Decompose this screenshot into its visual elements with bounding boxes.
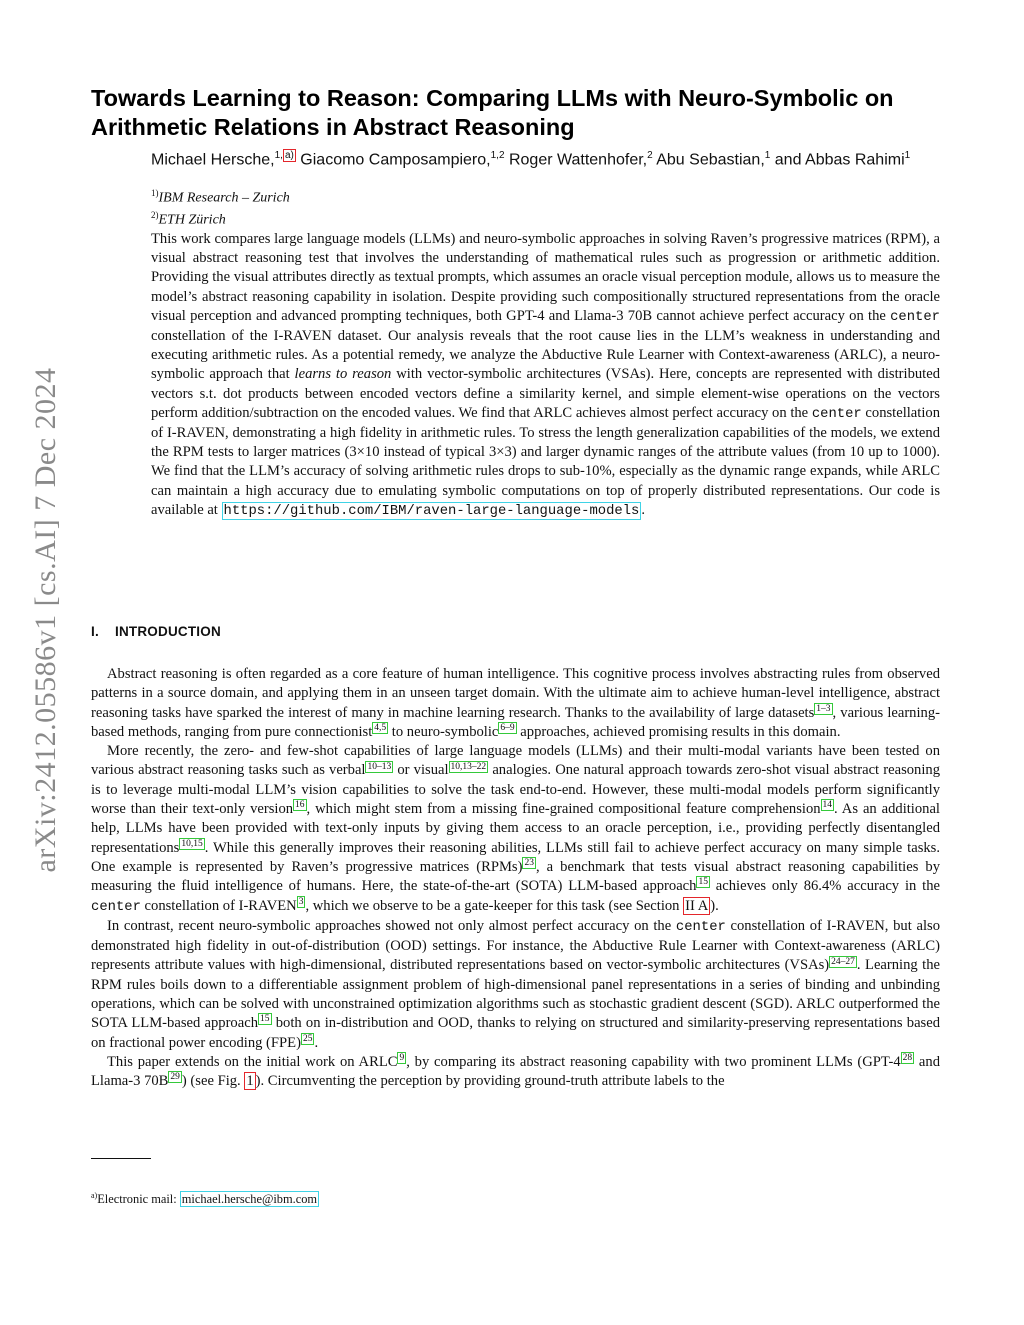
- section-title: INTRODUCTION: [115, 624, 221, 639]
- author-list: [151, 146, 941, 169]
- citation-link[interactable]: 3: [298, 896, 304, 907]
- citation-link[interactable]: 9: [399, 1053, 405, 1064]
- affiliation-name: ETH Zürich: [158, 212, 226, 228]
- abstract: [151, 230, 940, 521]
- body-text: , by comparing its abstract reasoning capability with two prominent LLMs (GPT-4: [406, 1053, 901, 1070]
- section-number: I.: [91, 624, 99, 639]
- citation-link[interactable]: 24–27: [831, 956, 855, 967]
- body-text: In contrast, recent neuro-symbolic approaches showed not only almost perfect accuracy on the: [107, 917, 676, 934]
- code-term: center: [675, 918, 726, 935]
- body-text: , various learning-based methods, ranging from pure connectionist: [91, 704, 940, 740]
- affiliation-list: [151, 185, 551, 228]
- introduction-body: [91, 665, 940, 1092]
- body-text: Abstract reasoning is often regarded as a core feature of human intelligence. This cognitive process involves abstracting rules from observed patterns in a source domain, and applying them in an unseen target domain. With the ultimate aim to achieve human-level intelligence, abstract reasoning tasks have sparked the interest of many in machine learning research. Thanks to the availability of large datasets: [91, 666, 940, 721]
- citation-link[interactable]: 14: [822, 800, 833, 811]
- arxiv-identifier[interactable]: arXiv:2412.05586v1 [cs.AI] 7 Dec 2024: [29, 367, 62, 873]
- affiliation-mark: 2: [647, 150, 653, 161]
- author-name: Abu Sebastian,: [652, 151, 765, 169]
- body-text: achieves only 86.4% accuracy in the: [709, 878, 940, 895]
- body-text: , which might stem from a missing fine-grained compositional feature comprehension: [306, 801, 821, 818]
- citation-link[interactable]: 10,15: [181, 838, 203, 849]
- code-term: center: [91, 898, 141, 915]
- footnote-label: Electronic mail:: [97, 1192, 180, 1207]
- citation-link[interactable]: 16: [295, 800, 305, 811]
- body-text: ).: [710, 897, 719, 914]
- affiliation-mark: 1,: [274, 150, 283, 161]
- body-text: and Llama-3 70B: [91, 1053, 940, 1090]
- citation-link[interactable]: 6–9: [500, 723, 515, 734]
- paper-title: Towards Learning to Reason: Comparing LLMs with Neuro-Symbolic on Arithmetic Relations in Abstract Reasoning: [91, 85, 894, 140]
- email-link[interactable]: michael.hersche@ibm.com: [181, 1192, 318, 1207]
- affiliation-marker: 1): [151, 188, 159, 198]
- citation-link[interactable]: 4,5: [374, 723, 387, 734]
- abstract-text: with vector-symbolic architectures (VSAs). Here, concepts are represented with distributed vectors s.t. dot products between encoded vectors define a similarity kernel, and simple element-wise operations on the vectors perform addition/subtraction on the encoded values. We find that ARLC achieves almost perfect accuracy on the: [151, 366, 940, 421]
- abstract-text: This work compares large language models (LLMs) and neuro-symbolic approaches in solving Raven’s progressive matrices (RPM), a visual abstract reasoning test that involves the understanding of mathematical rules such as progression or arithmetic addition. Providing the visual attributes directly as textual prompts, which assumes an oracle visual perception module, allows us to measure the model’s abstract reasoning capability in isolation. Despite providing such compositionally structured representations from the oracle visual perception and advanced prompting techniques, both GPT-4 and Llama-3 70B cannot achieve perfect accuracy on the: [151, 231, 940, 324]
- body-text: approaches, achieved promising results in this domain.: [516, 723, 841, 740]
- affiliation-item: [151, 207, 551, 229]
- author-name: Giacomo Camposampiero,: [295, 151, 491, 169]
- body-text: or visual: [393, 762, 449, 779]
- affiliation-name: IBM Research – Zurich: [158, 190, 290, 206]
- affiliation-item: [151, 185, 551, 207]
- paragraph: [91, 917, 940, 1053]
- affiliation-mark: 1: [904, 150, 911, 161]
- body-text: . As an additional help, LLMs have been provided with text-only inputs by giving them access to an oracle perception, i.e., providing perfectly disentangled representations: [91, 801, 940, 856]
- emphasis: learns to reason: [294, 366, 392, 383]
- body-text: ). Circumventing the perception by providing ground-truth attribute labels to the: [255, 1073, 725, 1090]
- body-text: , which we observe to be a gate-keeper for this task (see Section: [305, 897, 684, 914]
- code-repository-link[interactable]: https://github.com/IBM/raven-large-language-models: [223, 502, 640, 519]
- body-text: to neuro-symbolic: [388, 723, 499, 740]
- paragraph: [91, 742, 940, 917]
- body-text: . Learning the RPM rules boils down to a differentiable assignment problem of high-dimensional panel representations in a series of binding and unbinding operations, which can be solved with unconstrained optimization algorithms such as stochastic gradient descent (SGD). ARLC outperformed the SOTA LLM-based approach: [91, 957, 941, 1032]
- footnote: [91, 1188, 319, 1207]
- footnote-link[interactable]: a): [284, 150, 294, 161]
- paragraph: [91, 665, 940, 742]
- body-text: constellation of I-RAVEN, but also demonstrated high fidelity in out-of-distribution (OOD) settings. For instance, the Abductive Rule Learner with Context-awareness (ARLC) represents attribute values with high-dimensional, distributed representations based on vector-symbolic architectures (VSAs): [91, 917, 940, 974]
- paragraph: [91, 1053, 940, 1092]
- citation-link[interactable]: 28: [902, 1053, 913, 1064]
- body-text: This paper extends on the initial work on ARLC: [107, 1053, 398, 1070]
- citation-link[interactable]: 1–3: [816, 703, 831, 714]
- citation-link[interactable]: 15: [698, 877, 708, 888]
- body-text: ) (see Fig.: [181, 1073, 245, 1090]
- section-heading: [91, 624, 221, 639]
- abstract-text: .: [641, 501, 646, 518]
- abstract-text: constellation of I-RAVEN, demonstrating a high fidelity in arithmetic rules. To stress the length generalization capabilities of the models, we extend the RPM tests to larger matrices (3×10 instead of typical 3×3) and larger dynamic ranges of the attribute values (from 10 up to 1000). We find that the LLM’s accuracy of solving arithmetic rules drops to sub-10%, especially as the dynamic range expands, while ARLC can maintain a high accuracy due to emulating symbolic computations on top of properly distributed representations. Our code is available at: [151, 404, 940, 518]
- author-name: and Abbas Rahimi: [770, 151, 905, 169]
- body-text: analogies. One natural approach towards zero-shot visual abstract reasoning is to leverage multi-modal LLM’s vision capabilities to solve the task end-to-end. However, these multi-modal models perform significantly worse than their text-only version: [91, 762, 940, 818]
- citation-link[interactable]: 10,13–22: [450, 761, 487, 772]
- body-text: .: [314, 1034, 319, 1051]
- section-reference-link[interactable]: II A: [685, 897, 709, 914]
- footnote-marker: a): [91, 1191, 98, 1200]
- citation-link[interactable]: 15: [260, 1014, 270, 1025]
- author-name: Roger Wattenhofer,: [504, 151, 648, 169]
- footnote-divider: [91, 1158, 151, 1159]
- code-term: center: [811, 405, 862, 422]
- affiliation-mark: 1,2: [490, 150, 505, 161]
- code-term: center: [890, 308, 940, 325]
- citation-link[interactable]: 23: [524, 858, 534, 869]
- body-text: More recently, the zero- and few-shot capabilities of large language models (LLMs) and their multi-modal variants have been tested on various abstract reasoning tasks such as verbal: [91, 743, 940, 779]
- body-text: both on in-distribution and OOD, thanks to relying on structured and similarity-preserving representations based on fractional power encoding (FPE): [91, 1015, 941, 1051]
- figure-reference-link[interactable]: 1: [246, 1073, 254, 1090]
- citation-link[interactable]: 29: [170, 1072, 180, 1083]
- citation-link[interactable]: 25: [302, 1033, 313, 1044]
- affiliation-marker: 2): [151, 209, 159, 220]
- author-name: Michael Hersche,: [151, 151, 275, 169]
- body-text: . While this generally improves their reasoning abilities, LLMs still fail to achieve perfect accuracy on many simple tasks. One example is represented by Raven’s progressive matrices (RPMs): [91, 839, 940, 875]
- citation-link[interactable]: 10–13: [367, 761, 392, 772]
- body-text: constellation of I-RAVEN: [140, 897, 297, 914]
- abstract-text: constellation of the I-RAVEN dataset. Our analysis reveals that the root cause lies in the LLM’s weakness in understanding and executing arithmetic rules. As a potential remedy, we analyze the Abductive Rule Learner with Context-awareness (ARLC), a neuro-symbolic approach that: [151, 328, 940, 383]
- affiliation-mark: 1: [764, 150, 771, 161]
- body-text: , a benchmark that tests visual abstract reasoning capabilities by measuring the fluid intelligence of humans. Here, the state-of-the-art (SOTA) LLM-based approach: [91, 858, 940, 895]
